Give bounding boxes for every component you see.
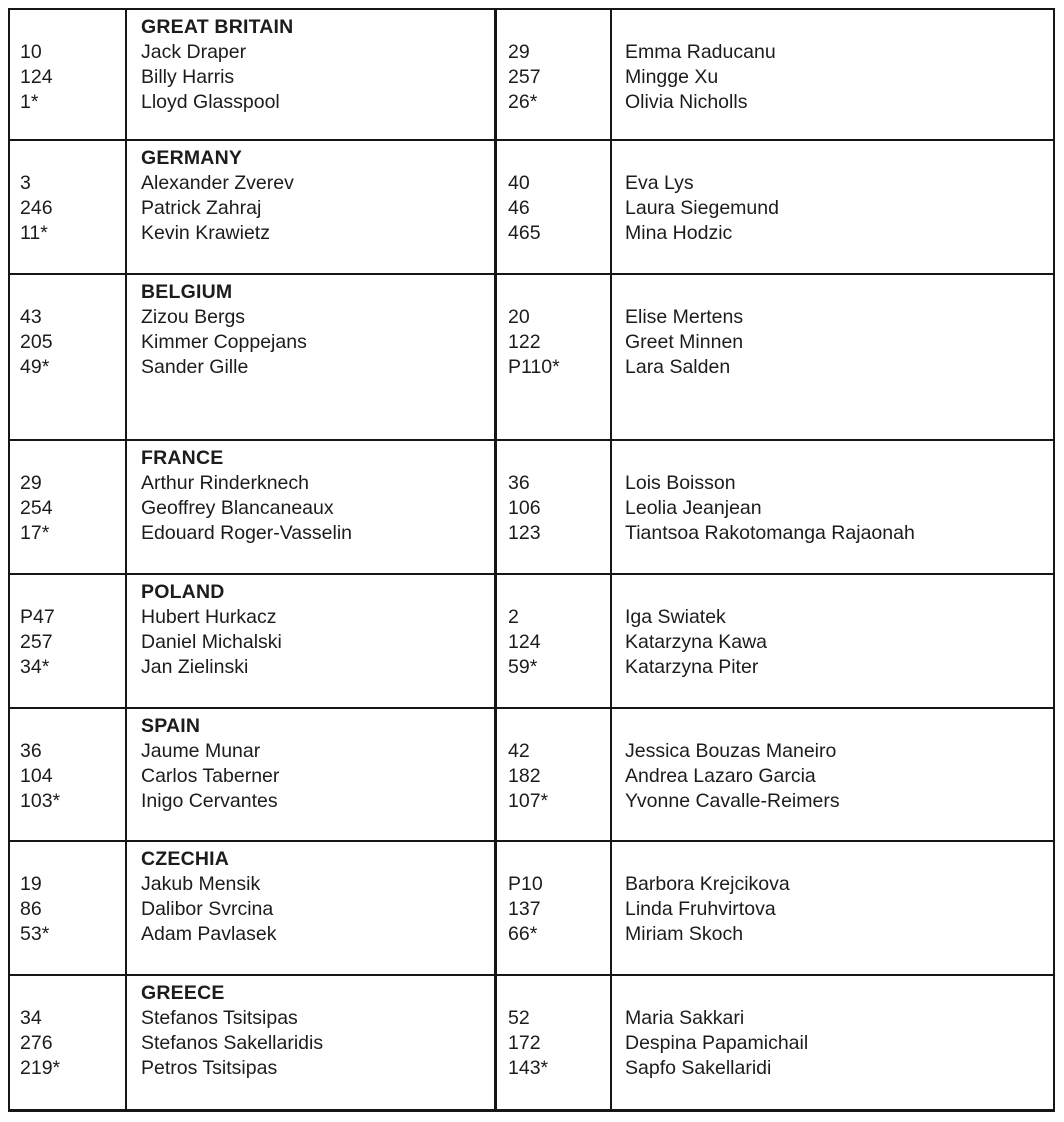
player-rank: 143*	[508, 1057, 549, 1079]
player-rank: 36	[508, 472, 530, 494]
nominations-table	[8, 8, 1055, 1112]
player-name: Mingge Xu	[625, 66, 719, 88]
player-name: Sander Gille	[141, 356, 249, 378]
blank-line	[20, 580, 119, 605]
player-name: Jessica Bouzas Maneiro	[625, 740, 837, 762]
team-row-france	[10, 439, 1053, 573]
player-rank: 257	[508, 66, 541, 88]
country-name: SPAIN	[141, 715, 201, 737]
men-rank-cell	[10, 441, 127, 573]
player-rank: 104	[20, 765, 53, 787]
women-name-cell	[612, 709, 1053, 840]
player-rank: 11*	[20, 222, 48, 244]
player-name: Daniel Michalski	[141, 631, 282, 653]
women-rank-cell	[497, 976, 612, 1109]
player-name: Katarzyna Kawa	[625, 631, 767, 653]
player-name: Jakub Mensik	[141, 873, 261, 895]
player-rank: 34	[20, 1007, 42, 1029]
men-name-cell	[127, 141, 497, 273]
country-name: CZECHIA	[141, 848, 230, 870]
player-rank: 34*	[20, 656, 50, 678]
blank-line	[508, 15, 604, 40]
player-name: Stefanos Sakellaridis	[141, 1032, 324, 1054]
women-name-cell	[612, 275, 1053, 439]
player-rank: 36	[20, 740, 42, 762]
player-rank: 26*	[508, 91, 538, 113]
player-rank: 122	[508, 331, 541, 353]
women-rank-cell	[497, 842, 612, 974]
player-name: Linda Fruhvirtova	[625, 898, 776, 920]
men-name-cell	[127, 275, 497, 439]
player-name: Iga Swiatek	[625, 606, 726, 628]
men-rank-cell	[10, 842, 127, 974]
player-rank: 219*	[20, 1057, 61, 1079]
team-row-germany	[10, 139, 1053, 273]
women-name-cell	[612, 842, 1053, 974]
blank-line	[508, 981, 604, 1006]
player-rank: 40	[508, 172, 530, 194]
player-rank: 66*	[508, 923, 538, 945]
player-name: Kevin Krawietz	[141, 222, 270, 244]
team-row-poland	[10, 573, 1053, 707]
blank-line	[508, 580, 604, 605]
player-name: Lara Salden	[625, 356, 731, 378]
player-rank: 2	[508, 606, 519, 628]
player-name: Tiantsoa Rakotomanga Rajaonah	[625, 522, 915, 544]
blank-line	[625, 580, 1047, 605]
player-name: Zizou Bergs	[141, 306, 246, 328]
country-name: GERMANY	[141, 147, 243, 169]
team-row-spain	[10, 707, 1053, 840]
men-rank-cell	[10, 709, 127, 840]
player-name: Geoffrey Blancaneaux	[141, 497, 334, 519]
blank-line	[20, 280, 119, 305]
player-name: Dalibor Svrcina	[141, 898, 274, 920]
player-name: Laura Siegemund	[625, 197, 779, 219]
player-name: Jaume Munar	[141, 740, 261, 762]
player-rank: 42	[508, 740, 530, 762]
player-name: Leolia Jeanjean	[625, 497, 762, 519]
player-rank: P10	[508, 873, 543, 895]
blank-line	[508, 847, 604, 872]
men-name-cell	[127, 709, 497, 840]
player-rank: 49*	[20, 356, 50, 378]
player-rank: 257	[20, 631, 53, 653]
women-rank-cell	[497, 575, 612, 707]
player-rank: 19	[20, 873, 42, 895]
player-rank: 17*	[20, 522, 50, 544]
player-name: Lois Boisson	[625, 472, 736, 494]
blank-line	[625, 446, 1047, 471]
blank-line	[508, 280, 604, 305]
blank-line	[508, 446, 604, 471]
women-name-cell	[612, 141, 1053, 273]
player-rank: 53*	[20, 923, 50, 945]
player-rank: 465	[508, 222, 541, 244]
team-row-greece	[10, 974, 1053, 1109]
player-rank: 106	[508, 497, 541, 519]
player-rank: 276	[20, 1032, 53, 1054]
player-rank: 29	[20, 472, 42, 494]
blank-line	[508, 714, 604, 739]
men-rank-cell	[10, 10, 127, 139]
blank-line	[20, 446, 119, 471]
player-rank: 103*	[20, 790, 61, 812]
player-rank: P47	[20, 606, 55, 628]
player-name: Elise Mertens	[625, 306, 744, 328]
player-rank: 46	[508, 197, 530, 219]
blank-line	[20, 714, 119, 739]
blank-line	[20, 847, 119, 872]
country-name: FRANCE	[141, 447, 224, 469]
player-name: Edouard Roger-Vasselin	[141, 522, 353, 544]
player-name: Alexander Zverev	[141, 172, 294, 194]
player-rank: 246	[20, 197, 53, 219]
women-name-cell	[612, 575, 1053, 707]
player-rank: 123	[508, 522, 541, 544]
player-name: Andrea Lazaro Garcia	[625, 765, 816, 787]
player-name: Olivia Nicholls	[625, 91, 748, 113]
player-name: Katarzyna Piter	[625, 656, 759, 678]
women-name-cell	[612, 10, 1053, 139]
women-rank-cell	[497, 141, 612, 273]
player-rank: P110*	[508, 356, 560, 378]
men-name-cell	[127, 441, 497, 573]
player-rank: 205	[20, 331, 53, 353]
player-rank: 3	[20, 172, 31, 194]
player-rank: 124	[20, 66, 53, 88]
player-name: Petros Tsitsipas	[141, 1057, 278, 1079]
player-name: Sapfo Sakellaridi	[625, 1057, 772, 1079]
player-rank: 1*	[20, 91, 39, 113]
player-name: Mina Hodzic	[625, 222, 733, 244]
blank-line	[625, 847, 1047, 872]
player-name: Carlos Taberner	[141, 765, 280, 787]
blank-line	[508, 146, 604, 171]
player-rank: 86	[20, 898, 42, 920]
women-rank-cell	[497, 709, 612, 840]
player-name: Jack Draper	[141, 41, 247, 63]
player-rank: 52	[508, 1007, 530, 1029]
men-rank-cell	[10, 575, 127, 707]
men-name-cell	[127, 10, 497, 139]
blank-line	[625, 981, 1047, 1006]
blank-line	[20, 146, 119, 171]
player-name: Inigo Cervantes	[141, 790, 278, 812]
women-rank-cell	[497, 10, 612, 139]
blank-line	[625, 714, 1047, 739]
player-name: Jan Zielinski	[141, 656, 249, 678]
blank-line	[20, 981, 119, 1006]
blank-line	[625, 15, 1047, 40]
player-name: Miriam Skoch	[625, 923, 744, 945]
blank-line	[625, 280, 1047, 305]
player-rank: 10	[20, 41, 42, 63]
women-name-cell	[612, 976, 1053, 1109]
country-name: BELGIUM	[141, 281, 233, 303]
men-rank-cell	[10, 141, 127, 273]
blank-line	[20, 15, 119, 40]
player-name: Kimmer Coppejans	[141, 331, 307, 353]
player-rank: 43	[20, 306, 42, 328]
player-name: Adam Pavlasek	[141, 923, 277, 945]
men-name-cell	[127, 842, 497, 974]
team-row-great-britain	[10, 10, 1053, 139]
player-rank: 172	[508, 1032, 541, 1054]
country-name: POLAND	[141, 581, 225, 603]
men-rank-cell	[10, 275, 127, 439]
women-rank-cell	[497, 275, 612, 439]
men-name-cell	[127, 976, 497, 1109]
player-name: Maria Sakkari	[625, 1007, 745, 1029]
blank-line	[625, 146, 1047, 171]
player-rank: 182	[508, 765, 541, 787]
team-row-belgium	[10, 273, 1053, 439]
player-rank: 59*	[508, 656, 538, 678]
country-name: GREAT BRITAIN	[141, 16, 294, 38]
team-row-czechia	[10, 840, 1053, 974]
player-name: Lloyd Glasspool	[141, 91, 280, 113]
player-rank: 29	[508, 41, 530, 63]
player-name: Patrick Zahraj	[141, 197, 262, 219]
player-name: Eva Lys	[625, 172, 694, 194]
player-name: Despina Papamichail	[625, 1032, 809, 1054]
player-name: Yvonne Cavalle-Reimers	[625, 790, 840, 812]
women-rank-cell	[497, 441, 612, 573]
player-rank: 137	[508, 898, 541, 920]
country-name: GREECE	[141, 982, 225, 1004]
player-name: Barbora Krejcikova	[625, 873, 790, 895]
player-rank: 254	[20, 497, 53, 519]
men-name-cell	[127, 575, 497, 707]
player-rank: 124	[508, 631, 541, 653]
player-name: Hubert Hurkacz	[141, 606, 277, 628]
player-name: Emma Raducanu	[625, 41, 776, 63]
player-name: Arthur Rinderknech	[141, 472, 309, 494]
player-rank: 107*	[508, 790, 549, 812]
men-rank-cell	[10, 976, 127, 1109]
player-name: Billy Harris	[141, 66, 235, 88]
women-name-cell	[612, 441, 1053, 573]
player-name: Stefanos Tsitsipas	[141, 1007, 298, 1029]
player-rank: 20	[508, 306, 530, 328]
player-name: Greet Minnen	[625, 331, 744, 353]
